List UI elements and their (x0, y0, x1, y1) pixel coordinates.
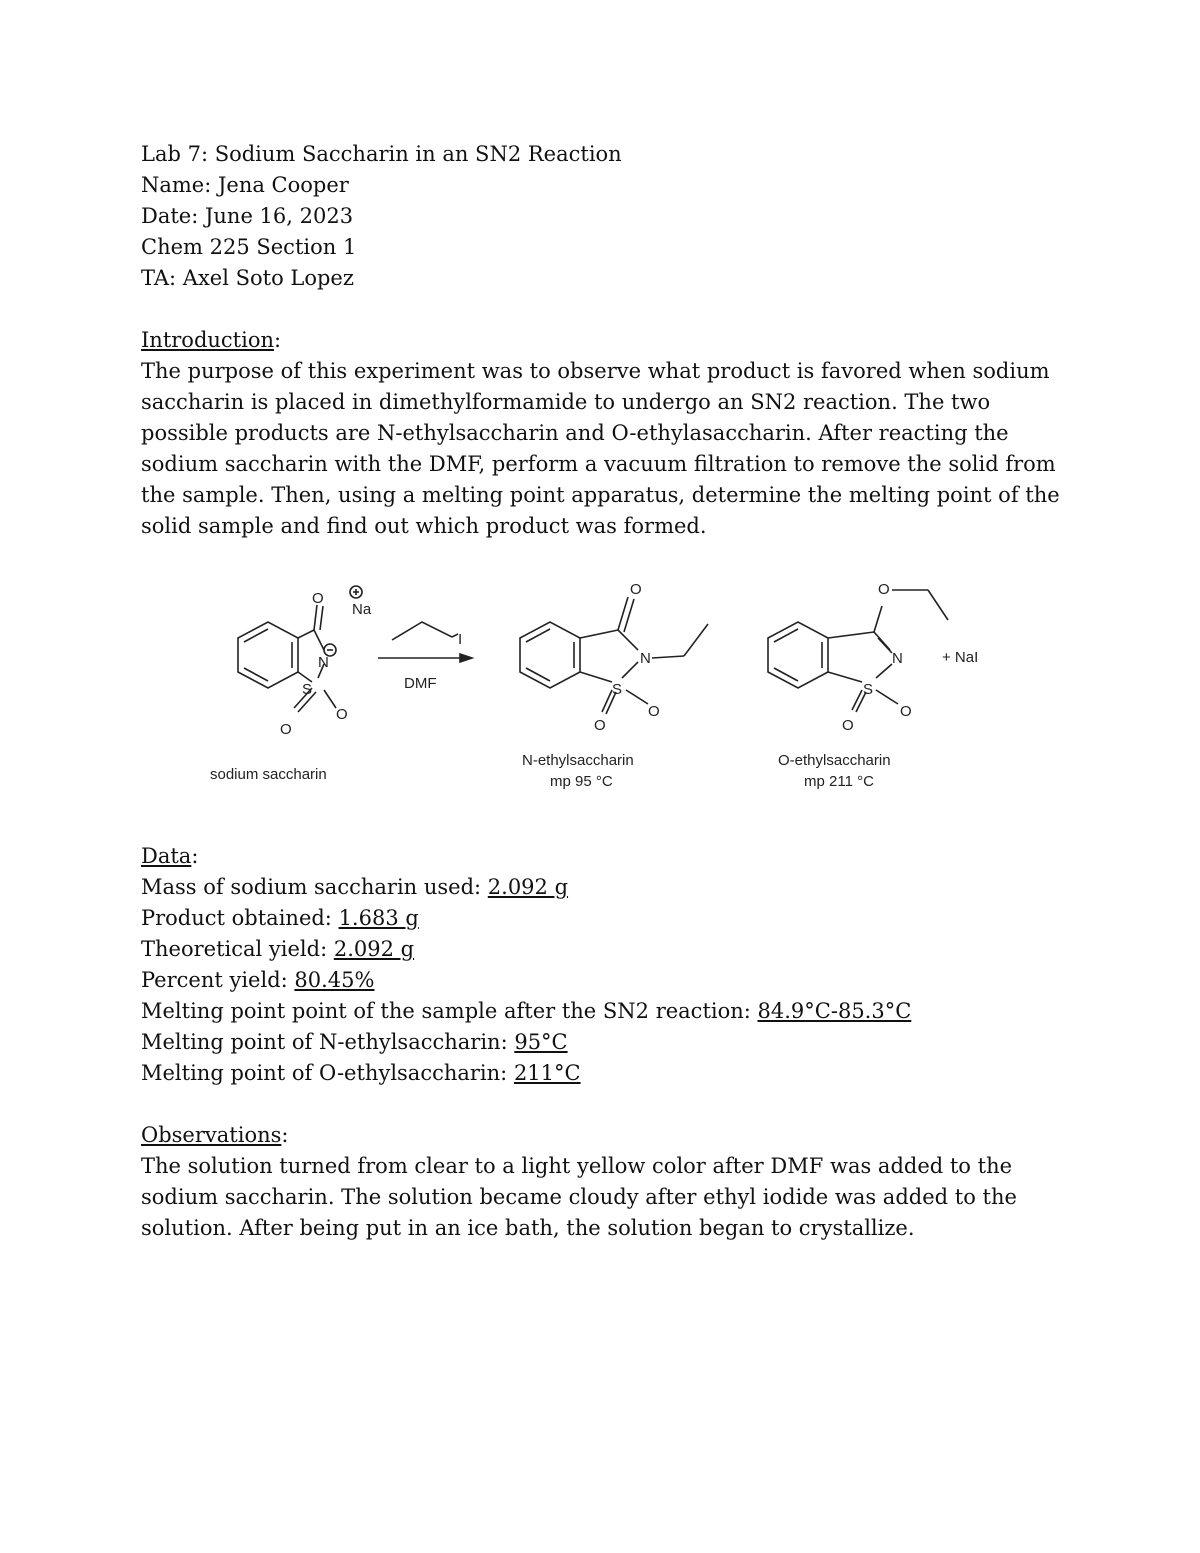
atom-label: S (863, 681, 874, 698)
atom-label: O (280, 721, 292, 738)
byproduct-label: + NaI (942, 649, 979, 666)
atom-label: S (302, 681, 313, 698)
data-heading: Data: (141, 844, 199, 868)
course-section: Chem 225 Section 1 (141, 235, 357, 259)
reactant-label: sodium saccharin (210, 766, 327, 783)
data-row-value: 211°C (513, 1061, 581, 1085)
data-row (141, 1058, 1081, 1089)
sodium-saccharin-structure (238, 586, 362, 712)
atom-label: O (648, 703, 660, 720)
data-row-value: 95°C (514, 1030, 568, 1054)
data-row-value: 1.683 g (338, 906, 419, 930)
atom-label: I (458, 631, 463, 648)
data-row-label: Melting point of N-ethylsaccharin: (141, 1030, 515, 1054)
atom-label: N (318, 654, 329, 671)
data-heading-text: Data (141, 844, 192, 868)
atom-label: O (336, 706, 348, 723)
reagent-label: DMF (404, 675, 437, 692)
data-row-label: Theoretical yield: (141, 937, 334, 961)
observations-heading-text: Observations (141, 1123, 282, 1147)
data-row-label: Product obtained: (141, 906, 339, 930)
data-row (141, 965, 1081, 996)
atom-label: Na (352, 601, 372, 618)
atom-label: S (612, 681, 623, 698)
atom-label: O (878, 581, 890, 598)
data-row-label: Melting point of O-ethylsaccharin: (141, 1061, 514, 1085)
atom-label: O (900, 703, 912, 720)
product1-mp: mp 95 °C (550, 773, 613, 790)
reaction-scheme (190, 570, 1020, 800)
introduction-text: The purpose of this experiment was to observe what product is favored when sodium saccharin is placed in dimethylformamide to undergo an SN2 reaction. The two possible products are N-ethylsaccharin and O-ethylasaccharin. After reacting the sodium saccharin with the DMF, perform a vacuum filtration to remove the solid from the sample. Then, using a melting point apparatus, determine the melting point of the solid sample and find out which product was formed. (141, 359, 1060, 538)
data-row (141, 903, 1081, 934)
introduction-heading: Introduction: (141, 328, 282, 352)
product1-label: N-ethylsaccharin (522, 752, 634, 769)
o-ethylsaccharin-structure (768, 590, 948, 712)
data-row (141, 1027, 1081, 1058)
data-row (141, 872, 1081, 903)
introduction-heading-text: Introduction (141, 328, 274, 352)
lab-date: Date: June 16, 2023 (141, 204, 354, 228)
atom-label: O (312, 590, 324, 607)
product2-label: O-ethylsaccharin (778, 752, 891, 769)
atom-label: O (842, 717, 854, 734)
product2-mp: mp 211 °C (804, 773, 874, 790)
atom-label: O (594, 717, 606, 734)
ta-name: TA: Axel Soto Lopez (141, 266, 354, 290)
atom-label: N (892, 650, 903, 667)
data-row-label: Mass of sodium saccharin used: (141, 875, 488, 899)
observations-heading: Observations: (141, 1123, 289, 1147)
lab-title: Lab 7: Sodium Saccharin in an SN2 Reaction (141, 142, 622, 166)
data-row-label: Percent yield: (141, 968, 295, 992)
data-row-value: 84.9°C-85.3°C (757, 999, 912, 1023)
data-row (141, 934, 1081, 965)
atom-label: O (630, 581, 642, 598)
data-row-value: 2.092 g (487, 875, 569, 899)
observations-text: The solution turned from clear to a light yellow color after DMF was added to the sodium saccharin. The solution became cloudy after ethyl iodide was added to the solution. After being put in an ice bath, the solution began to crystallize. (141, 1154, 1017, 1240)
data-row-label: Melting point point of the sample after the SN2 reaction: (141, 999, 758, 1023)
data-list (141, 872, 1081, 1089)
reaction-scheme-drawing (190, 570, 1020, 800)
data-row-value: 80.45% (294, 968, 375, 992)
data-row (141, 996, 1081, 1027)
data-row-value: 2.092 g (333, 937, 415, 961)
student-name: Name: Jena Cooper (141, 173, 349, 197)
atom-label: N (640, 650, 651, 667)
